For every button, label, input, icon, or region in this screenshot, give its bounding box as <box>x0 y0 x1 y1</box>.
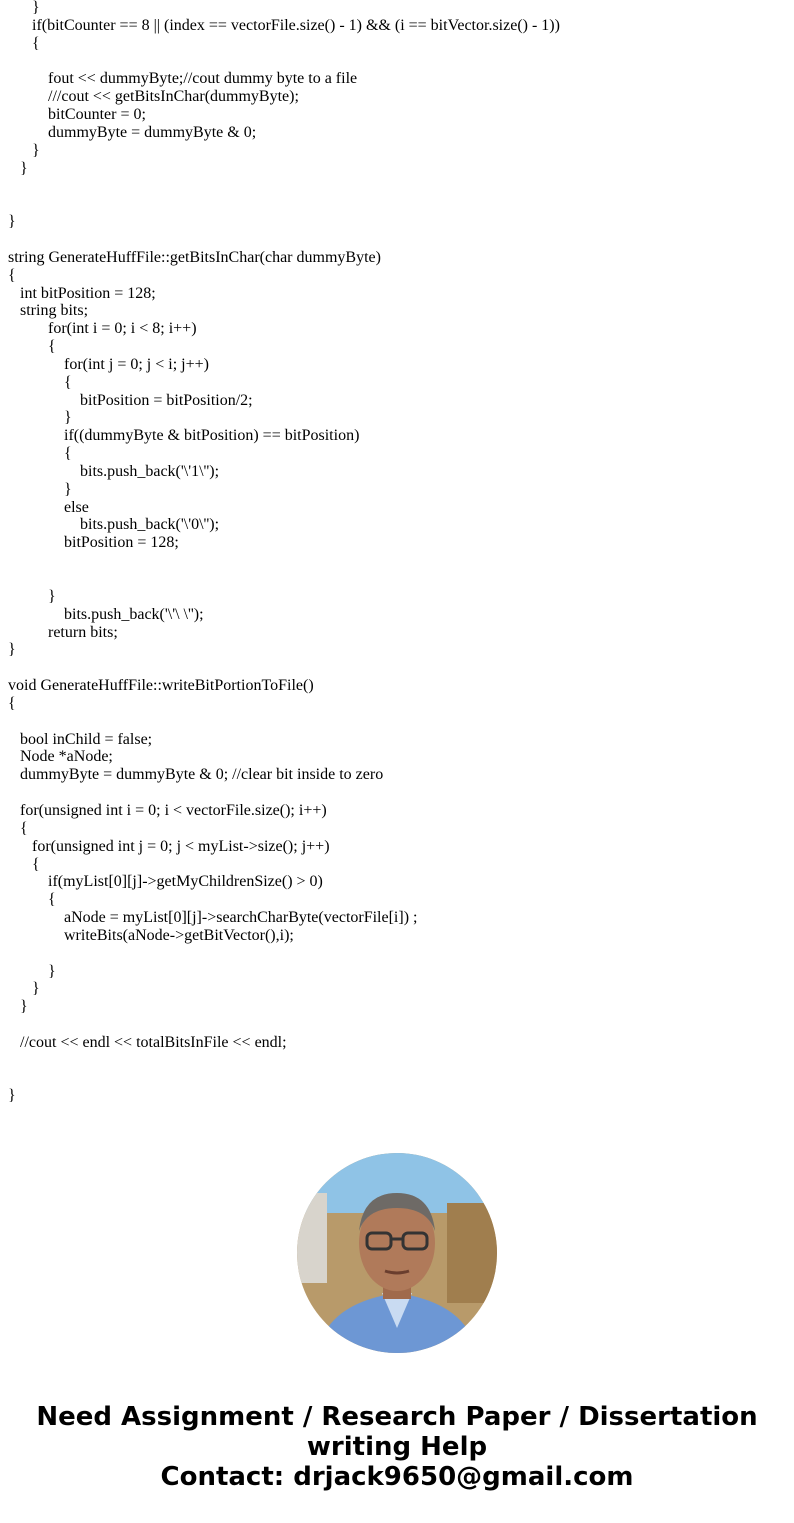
footer-contact <box>0 1402 794 1492</box>
code-line: bits.push_back('\'1\''); <box>8 462 220 480</box>
code-line <box>8 784 560 802</box>
code-line: { <box>8 819 28 837</box>
code-line: void GenerateHuffFile::writeBitPortionToFile() <box>8 677 314 695</box>
code-line: bitPosition = 128; <box>8 534 179 552</box>
code-line: { <box>8 855 40 873</box>
code-line <box>8 1070 560 1088</box>
code-line: bool inChild = false; <box>8 730 153 748</box>
code-line: bitPosition = bitPosition/2; <box>8 391 253 409</box>
code-line: } <box>8 213 16 231</box>
code-line <box>8 659 560 677</box>
code-line: for(unsigned int i = 0; i < vectorFile.size(); i++) <box>8 801 327 819</box>
code-line: bitCounter = 0; <box>8 106 146 124</box>
code-line: bits.push_back('\'0\''); <box>8 516 220 534</box>
code-line <box>8 713 560 731</box>
footer-contact-email: Contact: drjack9650@gmail.com <box>160 1462 634 1492</box>
code-line: if(myList[0][j]->getMyChildrenSize() > 0) <box>8 873 323 891</box>
code-line <box>8 552 560 570</box>
code-line: if(bitCounter == 8 || (index == vectorFile.size() - 1) && (i == bitVector.size() - 1)) <box>8 16 560 34</box>
code-line: return bits; <box>8 623 118 641</box>
code-line: } <box>8 962 56 980</box>
code-line: else <box>8 498 89 516</box>
code-line: } <box>8 998 28 1016</box>
code-line: } <box>8 980 40 998</box>
code-line: for(int j = 0; j < i; j++) <box>8 355 209 373</box>
code-line: dummyByte = dummyByte & 0; //clear bit inside to zero <box>8 766 384 784</box>
code-line <box>8 53 560 71</box>
code-line <box>8 231 560 249</box>
code-line: { <box>8 373 72 391</box>
code-line: for(unsigned int j = 0; j < myList->size(); j++) <box>8 837 330 855</box>
code-line: { <box>8 266 16 284</box>
code-line: { <box>8 891 56 909</box>
code-line <box>8 1052 560 1070</box>
code-listing <box>8 0 560 1105</box>
code-line: dummyByte = dummyByte & 0; <box>8 123 257 141</box>
code-line: //cout << endl << totalBitsInFile << endl; <box>8 1033 287 1051</box>
code-line: writeBits(aNode->getBitVector(),i); <box>8 926 294 944</box>
code-line: { <box>8 445 72 463</box>
code-line: } <box>8 587 56 605</box>
code-line: string bits; <box>8 302 89 320</box>
code-line: string GenerateHuffFile::getBitsInChar(char dummyByte) <box>8 248 381 266</box>
code-line <box>8 570 560 588</box>
code-line: int bitPosition = 128; <box>8 284 156 302</box>
code-line: { <box>8 338 56 356</box>
code-line: } <box>8 480 72 498</box>
code-line: } <box>8 159 28 177</box>
author-photo <box>297 1153 497 1353</box>
footer-line-1: Need Assignment / Research Paper / Dissertation <box>36 1402 758 1432</box>
code-line: } <box>8 409 72 427</box>
code-line <box>8 945 560 963</box>
code-line: aNode = myList[0][j]->searchCharByte(vectorFile[i]) ; <box>8 909 418 927</box>
code-line: fout << dummyByte;//cout dummy byte to a file <box>8 70 358 88</box>
code-line: { <box>8 694 16 712</box>
code-line: ///cout << getBitsInChar(dummyByte); <box>8 88 299 106</box>
code-line: } <box>8 641 16 659</box>
code-line: if((dummyByte & bitPosition) == bitPosition) <box>8 427 360 445</box>
code-line: } <box>8 141 40 159</box>
code-line: { <box>8 34 40 52</box>
code-line: Node *aNode; <box>8 748 113 766</box>
code-line: bits.push_back('\'\ \''); <box>8 605 204 623</box>
code-line: } <box>8 1087 16 1105</box>
code-line <box>8 195 560 213</box>
code-line: } <box>8 0 40 16</box>
code-line: for(int i = 0; i < 8; i++) <box>8 320 197 338</box>
code-line <box>8 177 560 195</box>
footer-line-2: writing Help <box>306 1432 488 1462</box>
person-photo-icon <box>297 1153 497 1353</box>
code-line <box>8 1016 560 1034</box>
